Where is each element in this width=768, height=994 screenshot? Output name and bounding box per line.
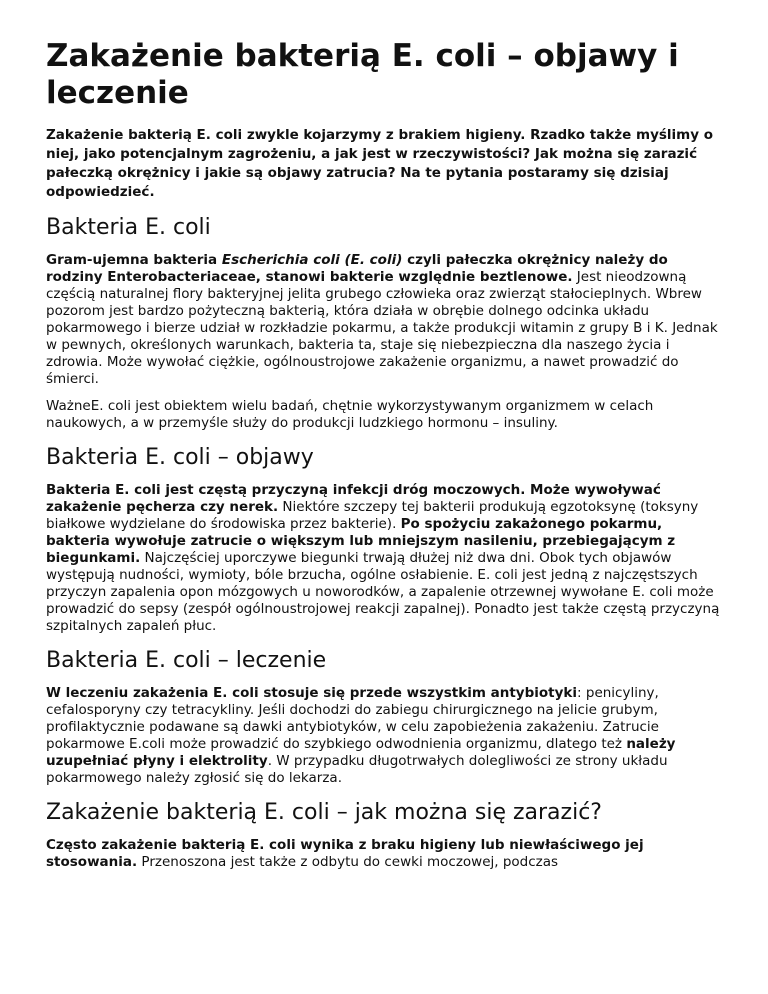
section-heading-zarazenie: Zakażenie bakterią E. coli – jak można się zarazić?	[46, 800, 602, 825]
section-zarazenie-paragraph	[46, 837, 724, 871]
section-objawy-paragraph	[46, 482, 724, 635]
page-title: Zakażenie bakterią E. coli – objawy i leczenie	[46, 38, 679, 111]
body-text: Niektóre szczepy tej bakterii produkują egzotoksynę (toksyny białkowe wydzielane do środowiska przez bakterie).	[46, 499, 699, 532]
bold-text: Gram-ujemna bakteria	[46, 252, 222, 268]
body-text: Jest nieodzowną częścią naturalnej flory bakteryjnej jelita grubego człowieka oraz zwierząt stałocieplnych. Wbrew pozorom jest bardzo pożyteczną bakterią, która działa w obrębie dolnego odcinka układu pokarmowego i bierze udział w rozkładzie pokarmu, a także produkcji witamin z grupy B i K. Jednak w pewnych, określonych warunkach, bakteria ta, staje się niebezpieczna dla naszego życia i zdrowia. Może wywołać ciężkie, ogólnoustrojowe zakażenie organizmu, a nawet prowadzić do śmierci.	[46, 269, 718, 387]
section-leczenie-paragraph	[46, 685, 724, 787]
section-bakteria-paragraph-1	[46, 252, 724, 388]
body-text: . W przypadku długotrwałych dolegliwości ze strony układu pokarmowego należy zgłosić się do lekarza.	[46, 753, 668, 786]
bold-text: należy uzupełniać płyny i elektrolity	[46, 736, 676, 769]
bold-italic-text	[222, 252, 403, 268]
bold-text: czyli pałeczka okrężnicy należy do rodziny Enterobacteriaceae, stanowi bakterie względnie beztlenowe.	[46, 252, 668, 285]
italic-text: Escherichia coli (E. coli)	[221, 252, 403, 268]
bold-text: W leczeniu zakażenia E. coli stosuje się przede wszystkim antybiotyki	[46, 685, 578, 701]
body-text: Najczęściej uporczywe biegunki trwają dłużej niż dwa dni. Obok tych objawów występują nudności, wymioty, bóle brzucha, ogólne osłabienie. E. coli jest jedną z najczęstszych przyczyn zapalenia opon mózgowych u noworodków, a zapalenie otrzewnej wywołane E. coli może prowadzić do sepsy (zespół ogólnoustrojowej reakcji zapalnej). Ponadto jest także częstą przyczyną szpitalnych zapaleń płuc.	[46, 550, 720, 634]
bold-text: Często zakażenie bakterią E. coli wynika z braku higieny lub niewłaściwego jej stosowania.	[46, 837, 644, 870]
section-heading-objawy: Bakteria E. coli – objawy	[46, 445, 314, 470]
section-heading-leczenie: Bakteria E. coli – leczenie	[46, 648, 327, 673]
body-text: Przenoszona jest także z odbytu do cewki moczowej, podczas	[137, 854, 559, 870]
bold-text: Bakteria E. coli jest częstą przyczyną infekcji dróg moczowych. Może wywoływać zakażenie pęcherza czy nerek.	[46, 482, 661, 515]
lead-paragraph: Zakażenie bakterią E. coli zwykle kojarzymy z brakiem higieny. Rzadko także myślimy o niej, jako potencjalnym zagrożeniu, a jak jest w rzeczywistości? Jak można się zarazić pałeczką okrężnicy i jakie są objawy zatrucia? Na te pytania postaramy się dzisiaj odpowiedzieć.	[46, 127, 714, 200]
section-heading-bakteria: Bakteria E. coli	[46, 215, 211, 240]
body-text: : penicyliny, cefalosporyny czy tetracykliny. Jeśli dochodzi do zabiegu chirurgicznego na jelicie grubym, profilaktycznie podawane są dawki antybiotyków, w celu zapobieżenia zakażeniu. Zatrucie pokarmowe E.coli może prowadzić do szybkiego odwodnienia organizmu, dlatego też	[46, 685, 659, 752]
bold-text: Po spożyciu zakażonego pokarmu, bakteria wywołuje zatrucie o większym lub mniejszym nasileniu, przebiegającym z biegunkami.	[46, 516, 676, 566]
section-bakteria-paragraph-2: WażneE. coli jest obiektem wielu badań, chętnie wykorzystywanym organizmem w celach naukowych, a w przemyśle służy do produkcji ludzkiego hormonu – insuliny.	[46, 398, 654, 431]
